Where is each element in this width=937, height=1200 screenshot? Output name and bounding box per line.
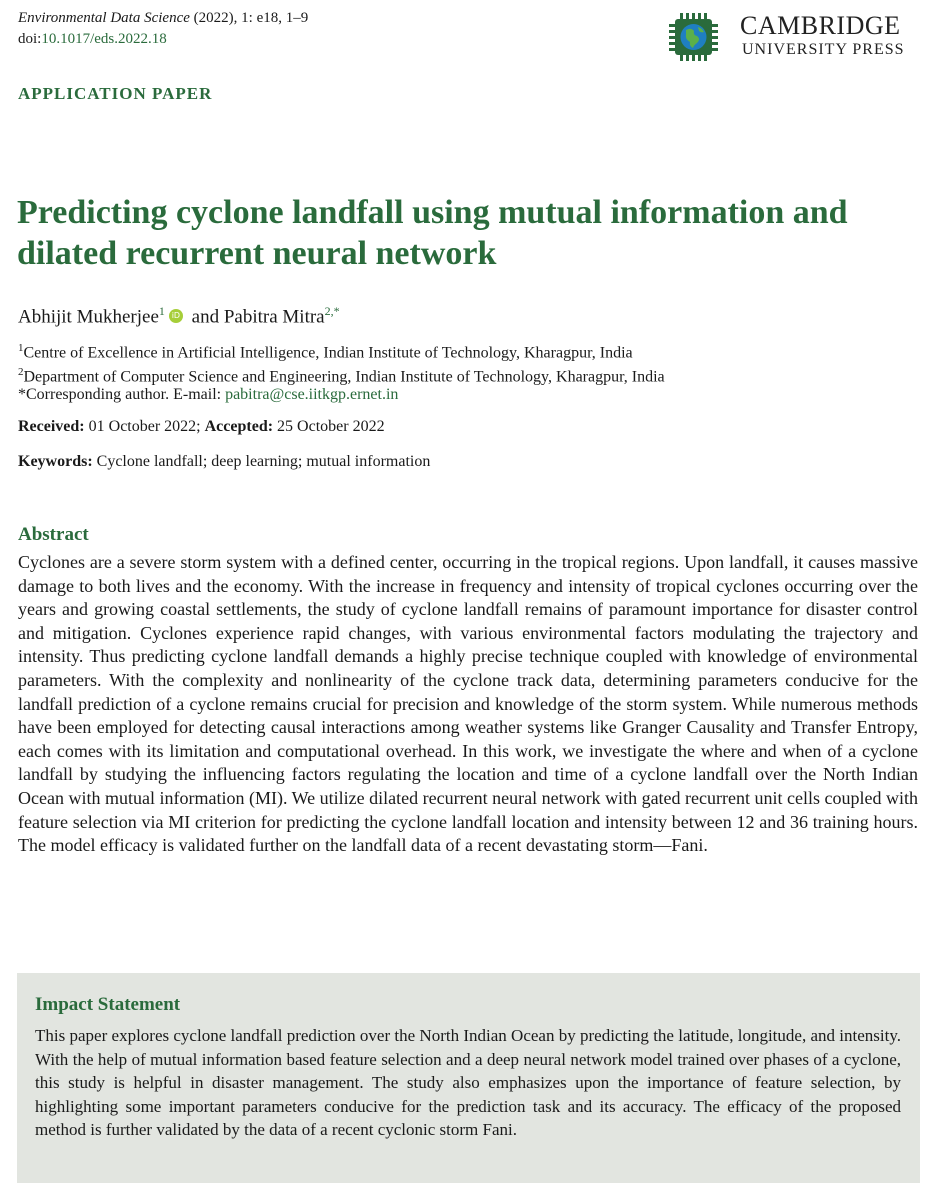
paper-title: Predicting cyclone landfall using mutual information and dilated recurrent neural network bbox=[17, 194, 848, 272]
corresponding-author bbox=[18, 384, 398, 406]
author-2[interactable]: Pabitra Mitra bbox=[223, 306, 325, 328]
impact-text: This paper explores cyclone landfall prediction over the North Indian Ocean by predicting the latitude, longitude, and intensity. With the help of mutual information based feature selection and a deep neural network model trained over phases of a cyclone, this study is helpful in disaster management. The study also emphasizes upon the importance of feature selection, by highlighting some important parameters conducive for the prediction task and its accuracy. The efficacy of the proposed method is further validated by the data of a recent cyclonic storm Fani. bbox=[35, 1026, 901, 1140]
publisher-subname: UNIVERSITY PRESS bbox=[742, 41, 905, 58]
publisher-logo[interactable] bbox=[667, 11, 923, 61]
orcid-icon[interactable]: iD bbox=[169, 309, 183, 323]
affiliation-2-number: 2 bbox=[18, 366, 24, 378]
keywords-label: Keywords: bbox=[18, 453, 93, 470]
keywords bbox=[18, 453, 430, 471]
author-1[interactable]: Abhijit Mukherjee bbox=[18, 306, 159, 328]
author-2-affil-marker[interactable]: 2,* bbox=[324, 304, 340, 318]
doi-line bbox=[18, 29, 308, 50]
author-1-affil-marker[interactable]: 1 bbox=[158, 304, 165, 318]
impact-statement-box bbox=[17, 973, 920, 1183]
accepted-date: 25 October 2022 bbox=[273, 418, 385, 435]
author-list bbox=[18, 298, 340, 330]
email-link[interactable]: pabitra@cse.iitkgp.ernet.in bbox=[225, 386, 399, 403]
keywords-text: Cyclone landfall; deep learning; mutual information bbox=[92, 453, 431, 470]
journal-citation bbox=[18, 8, 308, 50]
abstract-heading: Abstract bbox=[18, 524, 89, 545]
citation-volume: (2022), 1: e18, 1–9 bbox=[189, 10, 309, 26]
publisher-name: CAMBRIDGE bbox=[740, 11, 901, 40]
corresponding-label: *Corresponding author. E-mail: bbox=[18, 386, 226, 403]
article-type: APPLICATION PAPER bbox=[18, 84, 213, 103]
doi-link[interactable]: 10.1017/eds.2022.18 bbox=[41, 31, 167, 47]
accepted-label: Accepted: bbox=[204, 418, 274, 435]
journal-name: Environmental Data Science bbox=[18, 10, 190, 26]
received-date: 01 October 2022; bbox=[84, 418, 205, 435]
doi-prefix: doi: bbox=[18, 31, 42, 47]
affiliation-1-text: Centre of Excellence in Artificial Intelligence, Indian Institute of Technology, Kharagpur, India bbox=[23, 344, 633, 362]
article-dates bbox=[18, 418, 385, 436]
author-joiner: and bbox=[186, 306, 224, 328]
affiliation-1-number: 1 bbox=[18, 342, 24, 354]
citation-line bbox=[18, 8, 308, 29]
globe-chip-icon bbox=[667, 11, 727, 61]
impact-heading: Impact Statement bbox=[35, 994, 181, 1015]
abstract-text: Cyclones are a severe storm system with a defined center, occurring in the tropical regions. Upon landfall, it causes massive damage to both lives and the economy. With the increase in frequency and intensity of tropical cyclones occurring over the years and growing coastal settlements, the study of cyclone landfall remains of paramount importance for disaster control and mitigation. Cyclones experience rapid changes, with various environmental factors modulating the trajectory and intensity. Thus predicting cyclone landfall demands a highly precise technique coupled with knowledge of environmental parameters. With the complexity and nonlinearity of the cyclone track data, determining parameters conducive for the landfall prediction of a cyclone remains crucial for precision and knowledge of the storm system. While numerous methods have been employed for detecting causal interactions among weather systems like Granger Causality and Transfer Entropy, each comes with its limitation and computational overhead. In this work, we investigate the where and when of a cyclone landfall by studying the influencing factors regulating the location and time of a cyclone landfall over the North Indian Ocean with mutual information (MI). We utilize dilated recurrent neural network with gated recurrent unit cells coupled with feature selection via MI criterion for predicting the cyclone landfall location and intensity between 12 and 36 training hours. The model efficacy is validated further on the landfall data of a recent devastating storm—Fani. bbox=[18, 552, 918, 856]
received-label: Received: bbox=[18, 418, 85, 435]
affiliation-2-text: Department of Computer Science and Engineering, Indian Institute of Technology, Kharagpur, India bbox=[23, 368, 665, 386]
